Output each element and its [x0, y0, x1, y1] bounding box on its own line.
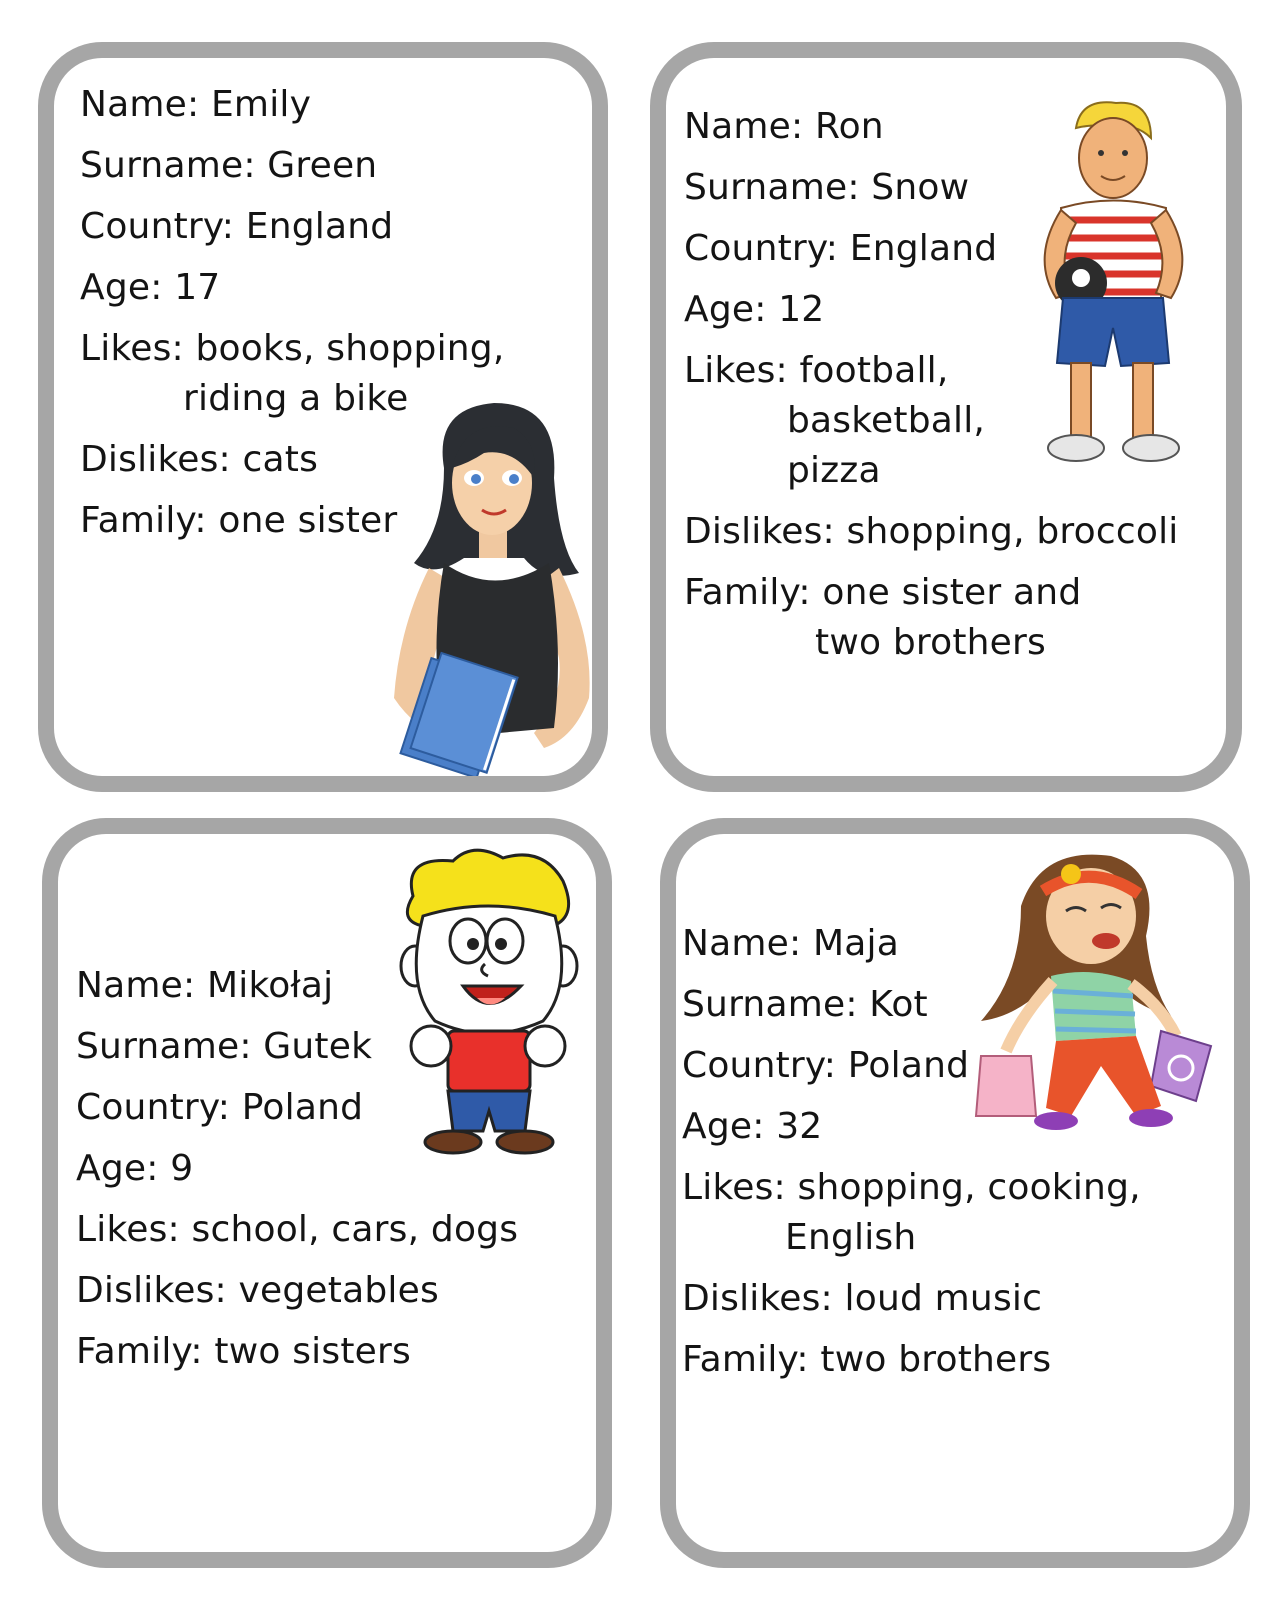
age-line: Age: 9: [76, 1148, 194, 1189]
country-line: Country: England: [80, 206, 394, 247]
family-line: Family: two brothers: [682, 1339, 1052, 1380]
likes-continuation: riding a bike: [183, 378, 409, 419]
likes-text: Likes: books, shopping,: [80, 328, 505, 369]
surname-line: Surname: Kot: [682, 984, 928, 1025]
likes-continuation: pizza: [787, 450, 881, 491]
family-line: [684, 568, 1178, 668]
likes-line: [682, 1163, 1141, 1263]
family-line: Family: two sisters: [76, 1331, 411, 1372]
likes-text: Likes: football,: [684, 350, 949, 391]
age-line: Age: 17: [80, 267, 221, 308]
girl-with-books-icon: [374, 398, 604, 792]
family-text: Family: one sister and: [684, 572, 1082, 613]
family-line: Family: one sister: [80, 500, 398, 541]
surname-line: Surname: Gutek: [76, 1026, 373, 1067]
profile-card-mikolaj: [42, 818, 612, 1568]
cartoon-boy-icon: [393, 846, 583, 1156]
likes-text: Likes: shopping, cooking,: [682, 1167, 1141, 1208]
age-line: Age: 32: [682, 1106, 823, 1147]
age-line: Age: 12: [684, 289, 825, 330]
dislikes-line: Dislikes: cats: [80, 439, 319, 480]
profile-card-ron: [650, 42, 1242, 792]
family-continuation: two brothers: [815, 622, 1046, 663]
woman-shopping-icon: [961, 846, 1221, 1146]
profile-card-maja: [660, 818, 1250, 1568]
country-line: Country: Poland: [76, 1087, 364, 1128]
likes-line: Likes: school, cars, dogs: [76, 1209, 519, 1250]
likes-continuation: English: [785, 1217, 917, 1258]
profile-card-emily: [38, 42, 608, 792]
dislikes-line: Dislikes: vegetables: [76, 1270, 439, 1311]
likes-continuation: basketball,: [787, 400, 986, 441]
surname-line: Surname: Snow: [684, 167, 970, 208]
country-line: Country: Poland: [682, 1045, 970, 1086]
name-line: Name: Maja: [682, 923, 899, 964]
boy-with-ball-icon: [1021, 98, 1201, 478]
name-line: Name: Mikołaj: [76, 965, 334, 1006]
name-line: Name: Emily: [80, 84, 312, 125]
dislikes-line: Dislikes: loud music: [682, 1278, 1043, 1319]
country-line: Country: England: [684, 228, 998, 269]
dislikes-line: Dislikes: shopping, broccoli: [684, 511, 1179, 552]
surname-line: Surname: Green: [80, 145, 378, 186]
name-line: Name: Ron: [684, 106, 884, 147]
